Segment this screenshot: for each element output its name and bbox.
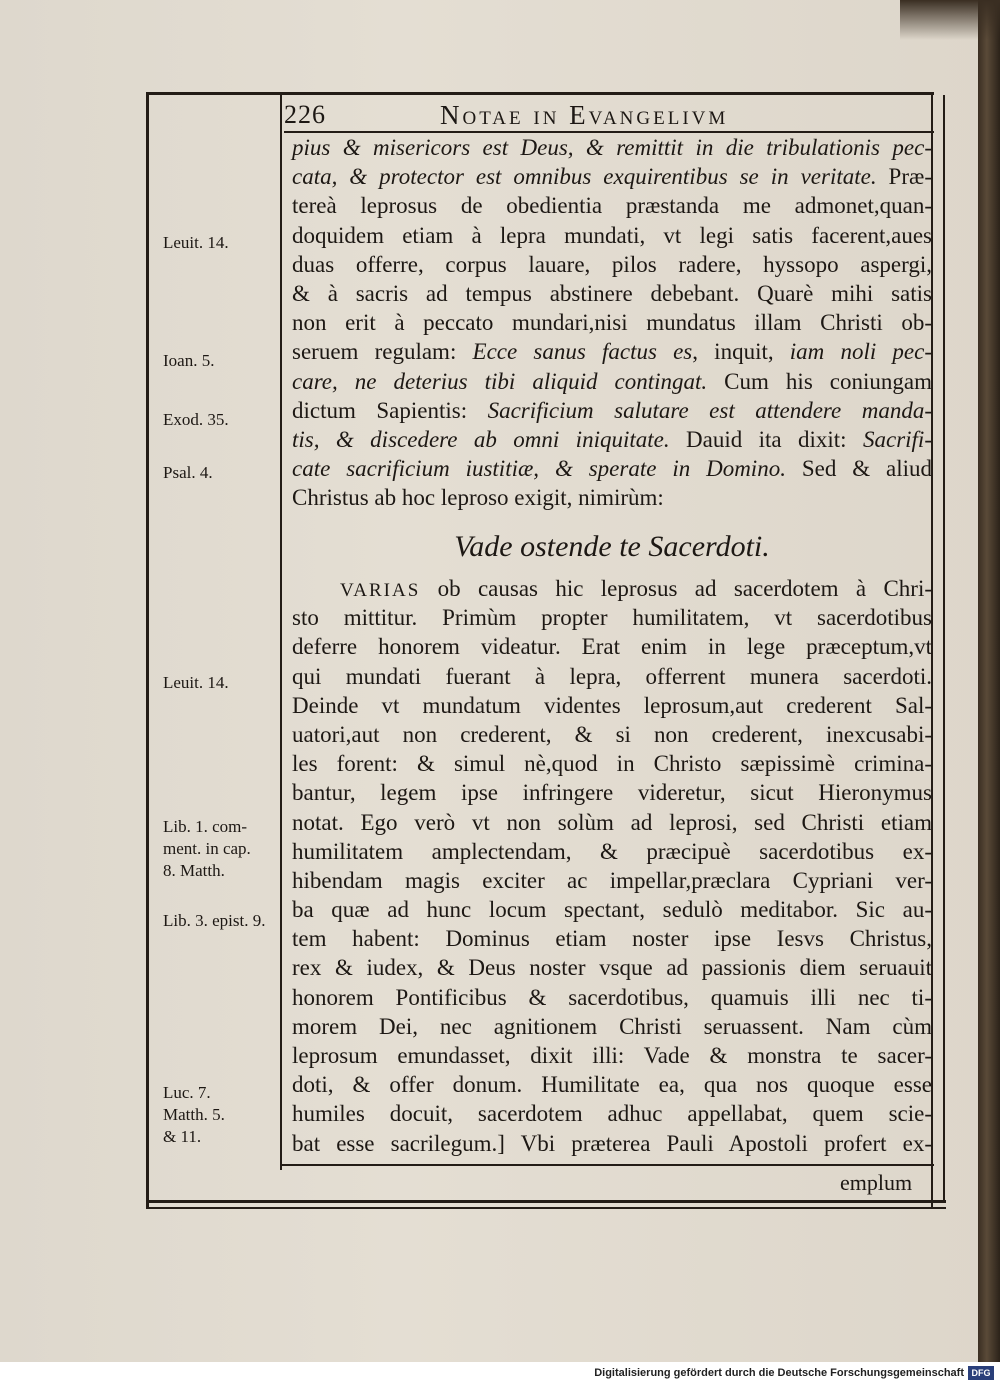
italic-text: Sacrificium salutare est attendere manda- <box>487 397 932 423</box>
margin-note: Leuit. 14. <box>163 673 229 692</box>
text-line: doti, & offer donum. Humilitate ea, qua nos quoque esse <box>292 1072 932 1098</box>
text-bottom-rule <box>280 1164 934 1166</box>
text-line: sto mittitur. Primùm propter humilitatem, vt sacerdotibus <box>292 605 932 631</box>
text-line: honorem Pontificibus & sacerdotibus, quamuis illi nec ti- <box>292 984 932 1010</box>
text-line: tem habent: Dominus etiam noster ipse Iesvs Christus, <box>292 926 932 952</box>
italic-text: iam noli pec- <box>789 339 932 365</box>
text-line <box>292 396 932 425</box>
text-line: doquidem etiam à lepra mundati, vt legi satis facerent,aues <box>292 222 932 248</box>
book-binding-edge <box>978 0 1000 1362</box>
text-line: deferre honorem videatur. Erat enim in lege præceptum,vt <box>292 634 932 660</box>
italic-text: cate sacrificium iustitiæ, & sperate in Domino. <box>292 456 786 482</box>
text-line <box>292 425 932 454</box>
roman-text: Præ- <box>876 164 933 190</box>
text-line: les forent: & simul nè,quod in Christo sæpissimè crimina- <box>292 751 932 777</box>
running-head: Notae in Evangelivm <box>440 100 729 130</box>
dfg-logo-icon: DFG <box>968 1366 994 1380</box>
margin-note: Exod. 35. <box>163 410 229 429</box>
roman-text: dictum Sapientis: <box>292 397 488 423</box>
text-line: bat esse sacrilegum.] Vbi præterea Pauli Apostoli profert ex- <box>292 1130 932 1156</box>
margin-note: Leuit. 14. <box>163 233 229 252</box>
text-line: duas offerre, corpus lauare, pilos radere, hyssopo aspergi, <box>292 251 932 277</box>
text-line: bantur, legem ipse infringere videretur, sicut Hieronymus <box>292 780 932 806</box>
small-caps-word: VARIAS <box>340 580 421 601</box>
margin-note: Psal. 4. <box>163 463 213 482</box>
margin-column-rule <box>280 95 282 1170</box>
text-line: morem Dei, nec agnitionem Christi seruassent. Nam cùm <box>292 1013 932 1039</box>
text-line: humiles docuit, sacerdotem adhuc appellabat, quem scie- <box>292 1101 932 1127</box>
page-number: 226 <box>284 100 326 129</box>
text-line <box>292 162 932 191</box>
roman-text: , inquit, <box>692 339 790 365</box>
frame-rule-left <box>146 92 149 1207</box>
text-line: tereà leprosus de obedientia præstanda me admonet,quan- <box>292 193 932 219</box>
text-line: non erit à peccato mundari,nisi mundatus illam Christi ob- <box>292 310 932 336</box>
text-line: hibendam magis exciter ac impellar,præclara Cypriani ver- <box>292 867 932 893</box>
top-text-block <box>292 133 932 512</box>
frame-rule-bottom <box>146 1200 946 1203</box>
frame-rule-top <box>148 92 934 95</box>
text-line: Christus ab hoc leproso exigit, nimirùm: <box>292 485 664 511</box>
digitization-footer <box>0 1362 1000 1385</box>
text-line <box>292 454 932 483</box>
text-line: uatori,aut non crederent, & si non crederent, inexcusabi- <box>292 721 932 747</box>
roman-text: ob causas hic leprosus ad sacerdotem à Chri- <box>420 576 932 601</box>
roman-text: seruem regulam: <box>292 339 473 365</box>
italic-text: tis, & discedere ab omni iniquitate. <box>292 426 670 452</box>
margin-note: Lib. 3. epist. 9. <box>163 911 266 930</box>
text-line: rex & iudex, & Deus noster vsque ad passionis diem seruauit <box>292 955 932 981</box>
text-line <box>292 133 932 162</box>
frame-rule-bottom-double <box>146 1207 946 1209</box>
section-title: Vade ostende te Sacerdoti. <box>454 530 770 563</box>
margin-note: Ioan. 5. <box>163 351 215 370</box>
margin-note: Lib. 1. com- ment. in cap. 8. Matth. <box>163 817 251 880</box>
text-line <box>292 367 932 396</box>
roman-text: Sed & aliud <box>785 456 932 482</box>
margin-note: Luc. 7. Matth. 5. & 11. <box>163 1083 225 1146</box>
text-line <box>292 574 932 603</box>
catchword: emplum <box>840 1170 913 1195</box>
page-shadow <box>900 0 1000 40</box>
text-line: & à sacris ad tempus abstinere debebant. Quarè mihi satis <box>292 280 932 306</box>
italic-text: Sacrifi- <box>862 426 932 452</box>
text-line: notat. Ego verò vt non solùm ad leprosi, sed Christi etiam <box>292 809 932 835</box>
italic-text: pius & misericors est Deus, & remittit in die tribulationis pec- <box>292 135 932 160</box>
italic-text: care, ne deterius tibi aliquid contingat. <box>292 368 708 394</box>
roman-text: Dauid ita dixit: <box>669 426 863 452</box>
text-line: humilitatem amplectendam, & præcipuè sacerdotibus ex- <box>292 838 932 864</box>
body-text-block <box>292 574 932 1158</box>
frame-rule-outer-right <box>943 95 945 1200</box>
italic-text: cata, & protector est omnibus exquirentibus se in veritate. <box>292 164 877 190</box>
text-line: leprosum emundasset, dixit illi: Vade & monstra te sacer- <box>292 1043 932 1068</box>
text-line: Deinde vt mundatum videntes leprosum,aut crederent Sal- <box>292 692 932 718</box>
roman-text: Cum his coniungam <box>707 368 932 394</box>
text-line: qui mundati fuerant à lepra, offerrent munera sacerdoti. <box>292 663 932 689</box>
text-line <box>292 337 932 366</box>
footer-credit: Digitalisierung gefördert durch die Deutsche Forschungsgemeinschaft <box>594 1367 964 1379</box>
text-line: ba quæ ad hunc locum spectant, sedulò meditabor. Sic au- <box>292 897 932 923</box>
italic-text: Ecce sanus factus es <box>472 339 693 365</box>
